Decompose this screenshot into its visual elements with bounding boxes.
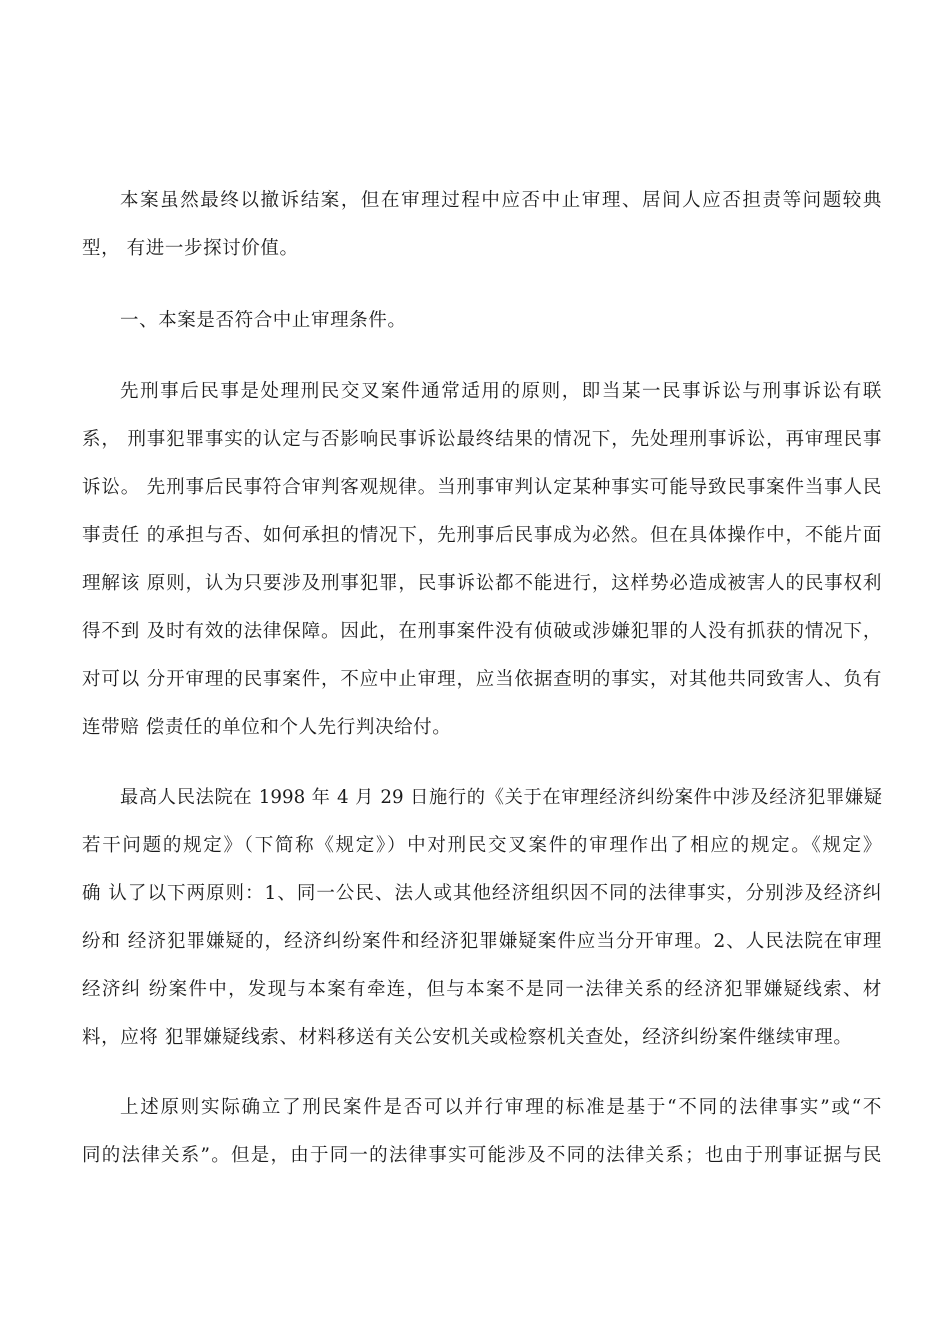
paragraph-4-line-5: 经济纠 纷案件中，发现与本案有牵连，但与本案不是同一法律关系的经济犯罪嫌疑线索、材 — [82, 979, 882, 1000]
paragraph-4-line-4: 纷和 经济犯罪嫌疑的，经济纠纷案件和经济犯罪嫌疑案件应当分开审理。2、人民法院在审理 — [82, 931, 882, 952]
paragraph-3-line-7: 对可以 分开审理的民事案件，不应中止审理，应当依据查明的事实，对其他共同致害人、负有 — [82, 669, 882, 690]
paragraph-4-line-3: 确 认了以下两原则：1、同一公民、法人或其他经济组织因不同的法律事实，分别涉及经济纠 — [82, 883, 882, 904]
paragraph-3-line-8: 连带赔 偿责任的单位和个人先行判决给付。 — [82, 717, 452, 738]
paragraph-1-line-2: 型， 有进一步探讨价值。 — [82, 238, 299, 259]
paragraph-1-line-1: 本案虽然最终以撤诉结案，但在审理过程中应否中止审理、居间人应否担责等问题较典 — [120, 190, 882, 211]
paragraph-3-line-5: 理解该 原则，认为只要涉及刑事犯罪，民事诉讼都不能进行，这样势必造成被害人的民事权利 — [82, 573, 882, 594]
paragraph-4-line-1: 最高人民法院在 1998 年 4 月 29 日施行的《关于在审理经济纠纷案件中涉及经济犯罪嫌疑 — [120, 787, 882, 808]
paragraph-4-line-6: 料，应将 犯罪嫌疑线索、材料移送有关公安机关或检察机关查处，经济纠纷案件继续审理。 — [82, 1027, 853, 1048]
paragraph-3-line-2: 系， 刑事犯罪事实的认定与否影响民事诉讼最终结果的情况下，先处理刑事诉讼，再审理民事 — [82, 429, 882, 450]
paragraph-5-line-1: 上述原则实际确立了刑民案件是否可以并行审理的标准是基于“不同的法律事实”或“不 — [120, 1097, 882, 1118]
paragraph-3-line-6: 得不到 及时有效的法律保障。因此，在刑事案件没有侦破或涉嫌犯罪的人没有抓获的情况下， — [82, 621, 882, 642]
paragraph-4-line-2: 若干问题的规定》（下简称《规定》）中对刑民交叉案件的审理作出了相应的规定。《规定》 — [82, 835, 882, 856]
paragraph-3-line-4: 事责任 的承担与否、如何承担的情况下，先刑事后民事成为必然。但在具体操作中，不能片面 — [82, 525, 882, 546]
paragraph-5-line-2: 同的法律关系”。但是，由于同一的法律事实可能涉及不同的法律关系；也由于刑事证据与民 — [82, 1145, 882, 1166]
section-heading: 一、本案是否符合中止审理条件。 — [120, 310, 407, 331]
paragraph-3-line-1: 先刑事后民事是处理刑民交叉案件通常适用的原则，即当某一民事诉讼与刑事诉讼有联 — [120, 381, 882, 402]
paragraph-3-line-3: 诉讼。 先刑事后民事符合审判客观规律。当刑事审判认定某种事实可能导致民事案件当事人民 — [82, 477, 882, 498]
